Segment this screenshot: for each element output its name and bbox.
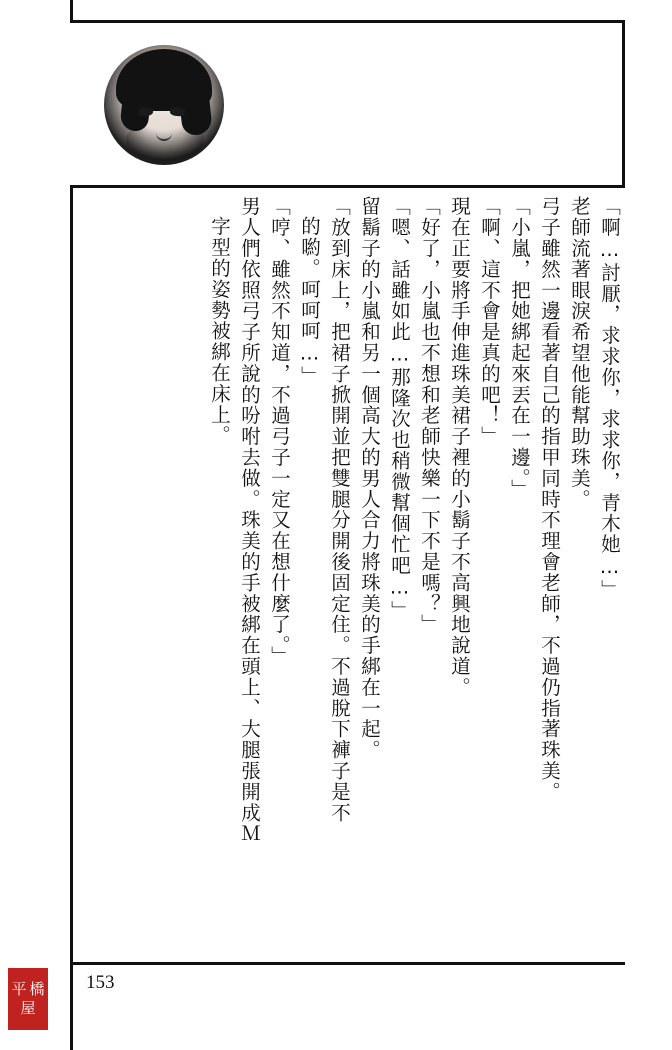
page-number: 153	[86, 972, 115, 993]
page-bottom-rule	[70, 962, 625, 965]
girl-portrait-icon	[104, 45, 224, 165]
text-column: 留鬍子的小嵐和另一個高大的男人合力將珠美的手綁在一起。	[358, 196, 381, 761]
vertical-text-body	[84, 196, 624, 956]
seal-char: 平	[11, 980, 27, 998]
text-column: 「嗯、話雖如此…那隆次也稍微幫個忙吧…」	[388, 196, 411, 621]
portrait-vignette	[104, 45, 224, 165]
text-column: 「小嵐，把她綁起來丟在一邊。」	[508, 196, 531, 500]
text-column: 老師流著眼淚希望他能幫助珠美。	[568, 196, 591, 510]
eye-left-shape	[138, 106, 154, 117]
text-column: 「啊…討厭，求求你，求求你，青木她…」	[598, 196, 621, 601]
text-column: 「哼、雖然不知道，不過弓子一定又在想什麼了。」	[268, 196, 291, 667]
seal-char: 橋	[29, 980, 45, 998]
text-column: 弓子雖然一邊看著自己的指甲同時不理會老師，不過仍指著珠美。	[538, 196, 561, 803]
text-column: 字型的姿勢被綁在床上。	[208, 216, 231, 446]
text-column: 「啊、這不會是真的吧！」	[478, 196, 501, 447]
text-column: 「好了，小嵐也不想和老師快樂一下不是嗎？」	[418, 196, 441, 635]
seal-char: 屋	[20, 999, 36, 1017]
text-column: 男人們依照弓子所說的吩咐去做。珠美的手被綁在頭上、大腿張開成Ｍ	[238, 196, 261, 844]
publisher-seal-icon	[8, 968, 48, 1030]
text-column: 「放到床上，把裙子掀開並把雙腿分開後固定住。不過脫下褲子是不	[328, 196, 351, 823]
eye-right-shape	[170, 106, 186, 117]
hair-shape	[116, 49, 212, 111]
text-column: 現在正要將手伸進珠美裙子裡的小鬍子不高興地說道。	[448, 196, 471, 698]
illustration-panel	[70, 20, 625, 188]
text-column: 的喲。呵呵呵…」	[298, 216, 321, 387]
